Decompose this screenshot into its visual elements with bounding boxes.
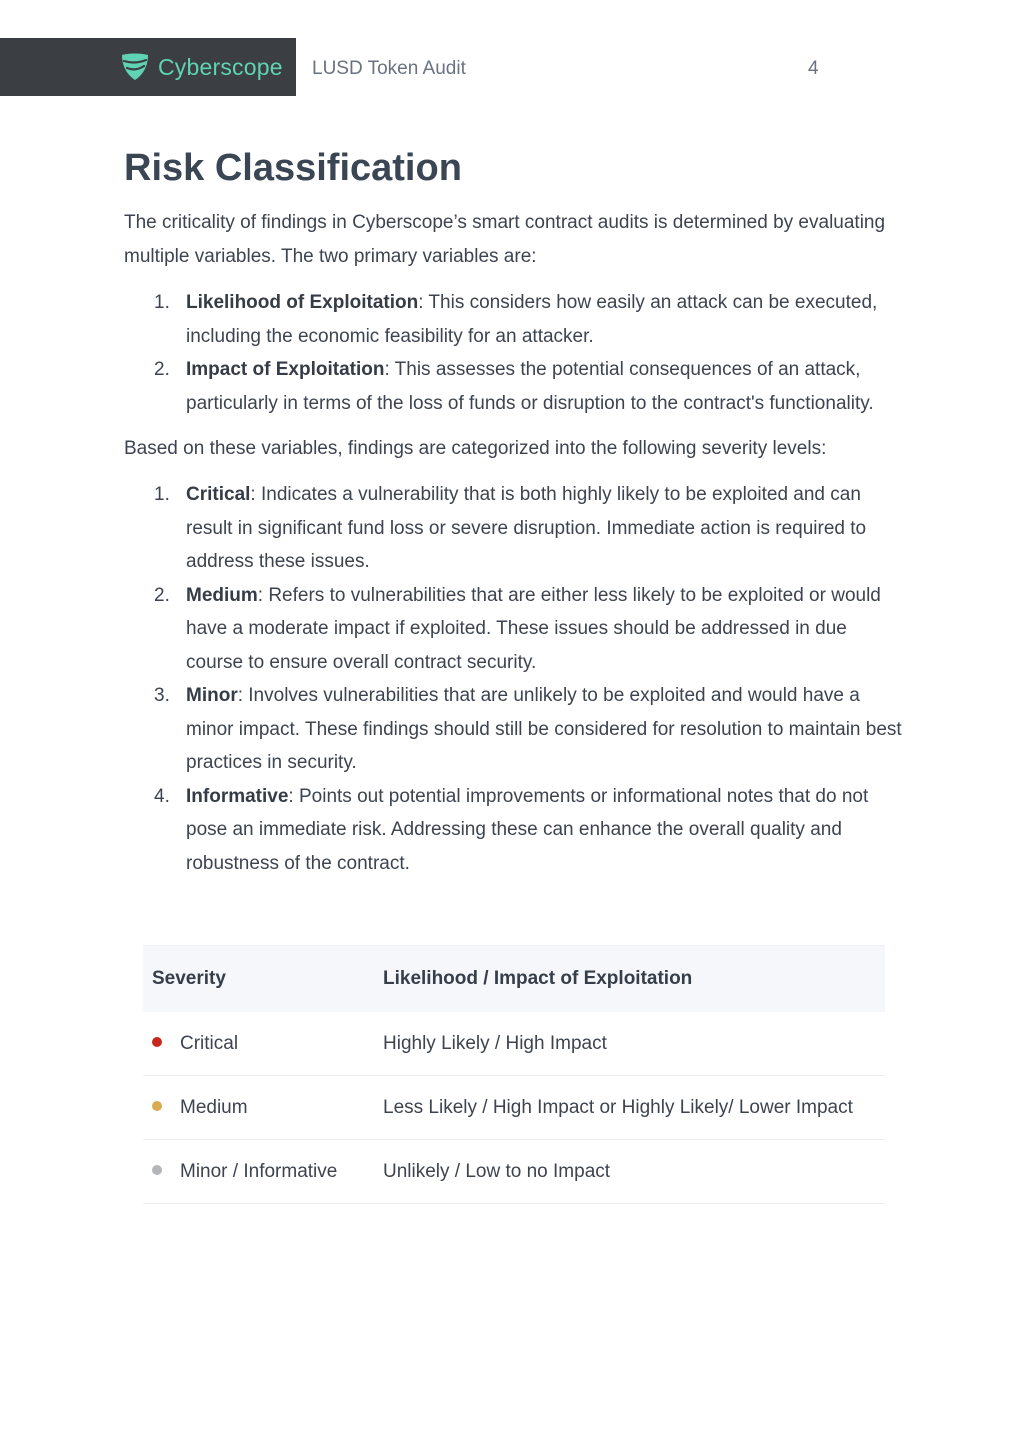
severity-levels-list [124,478,904,880]
list-number: 3. [154,685,170,706]
severity-label: Medium [180,1096,248,1118]
list-number: 1. [154,484,170,505]
list-number: 2. [154,359,170,380]
list-term: Informative [186,785,289,807]
table-row [143,1076,885,1140]
page-content [124,140,904,892]
list-text: : This considers how easily an attack can be executed, including the economic feasibility for an attacker. [186,292,878,347]
list-item [124,579,904,680]
severity-table [143,945,885,1204]
list-item [124,286,904,353]
list-text: : Points out potential improvements or informational notes that do not pose an immediate risk. Addressing these can enhance the overall quality and robustness of the contract. [186,785,869,874]
header-severity: Severity [143,946,375,1013]
medium-dot-icon [152,1101,162,1111]
document-title: LUSD Token Audit [312,58,466,79]
list-text: : Refers to vulnerabilities that are either less likely to be exploited or would have a moderate impact if exploited. These issues should be addressed in due course to ensure overall contract security. [186,584,881,673]
table-header-row [143,946,885,1013]
list-text: : Involves vulnerabilities that are unlikely to be exploited and would have a minor impact. These findings should still be considered for resolution to maintain best practices in security. [186,685,902,773]
list-term: Impact of Exploitation [186,359,385,380]
list-text: : This assesses the potential consequences of an attack, particularly in terms of the loss of funds or disruption to the contract's functionality. [186,359,874,414]
levels-intro-paragraph: Based on these variables, findings are categorized into the following severity levels: [124,438,827,459]
list-number: 4. [154,785,170,807]
list-item [124,780,904,881]
severity-label: Critical [180,1032,239,1054]
list-term: Minor [186,685,238,706]
list-term: Likelihood of Exploitation [186,292,419,313]
severity-cell [143,1076,375,1140]
list-term: Critical [186,484,251,505]
table-row [143,1012,885,1076]
list-number: 1. [154,292,170,313]
list-number: 2. [154,584,170,606]
severity-cell [143,1140,375,1204]
shield-logo-icon [120,52,150,82]
list-term: Medium [186,584,258,606]
critical-dot-icon [152,1037,162,1047]
brand-name: Cyberscope [158,53,283,80]
severity-cell [143,1012,375,1076]
page-number: 4 [808,58,819,79]
likelihood-cell: Unlikely / Low to no Impact [375,1140,885,1204]
variables-list [124,286,904,420]
intro-paragraph: The criticality of findings in Cyberscope’s smart contract audits is determined by evaluating multiple variables. The two primary variables are: [124,212,886,267]
list-item [124,353,904,420]
likelihood-cell: Highly Likely / High Impact [375,1012,885,1076]
page-title: Risk Classification [124,147,462,189]
minor-dot-icon [152,1165,162,1175]
list-item [124,478,904,579]
severity-label: Minor / Informative [180,1160,338,1182]
brand-logo [120,52,283,82]
likelihood-cell: Less Likely / High Impact or Highly Likely/ Lower Impact [375,1076,885,1140]
list-item [124,679,904,780]
list-text: : Indicates a vulnerability that is both highly likely to be exploited and can result in significant fund loss or severe disruption. Immediate action is required to address these issues. [186,484,867,572]
header-likelihood: Likelihood / Impact of Exploitation [375,946,885,1013]
table-row [143,1140,885,1204]
